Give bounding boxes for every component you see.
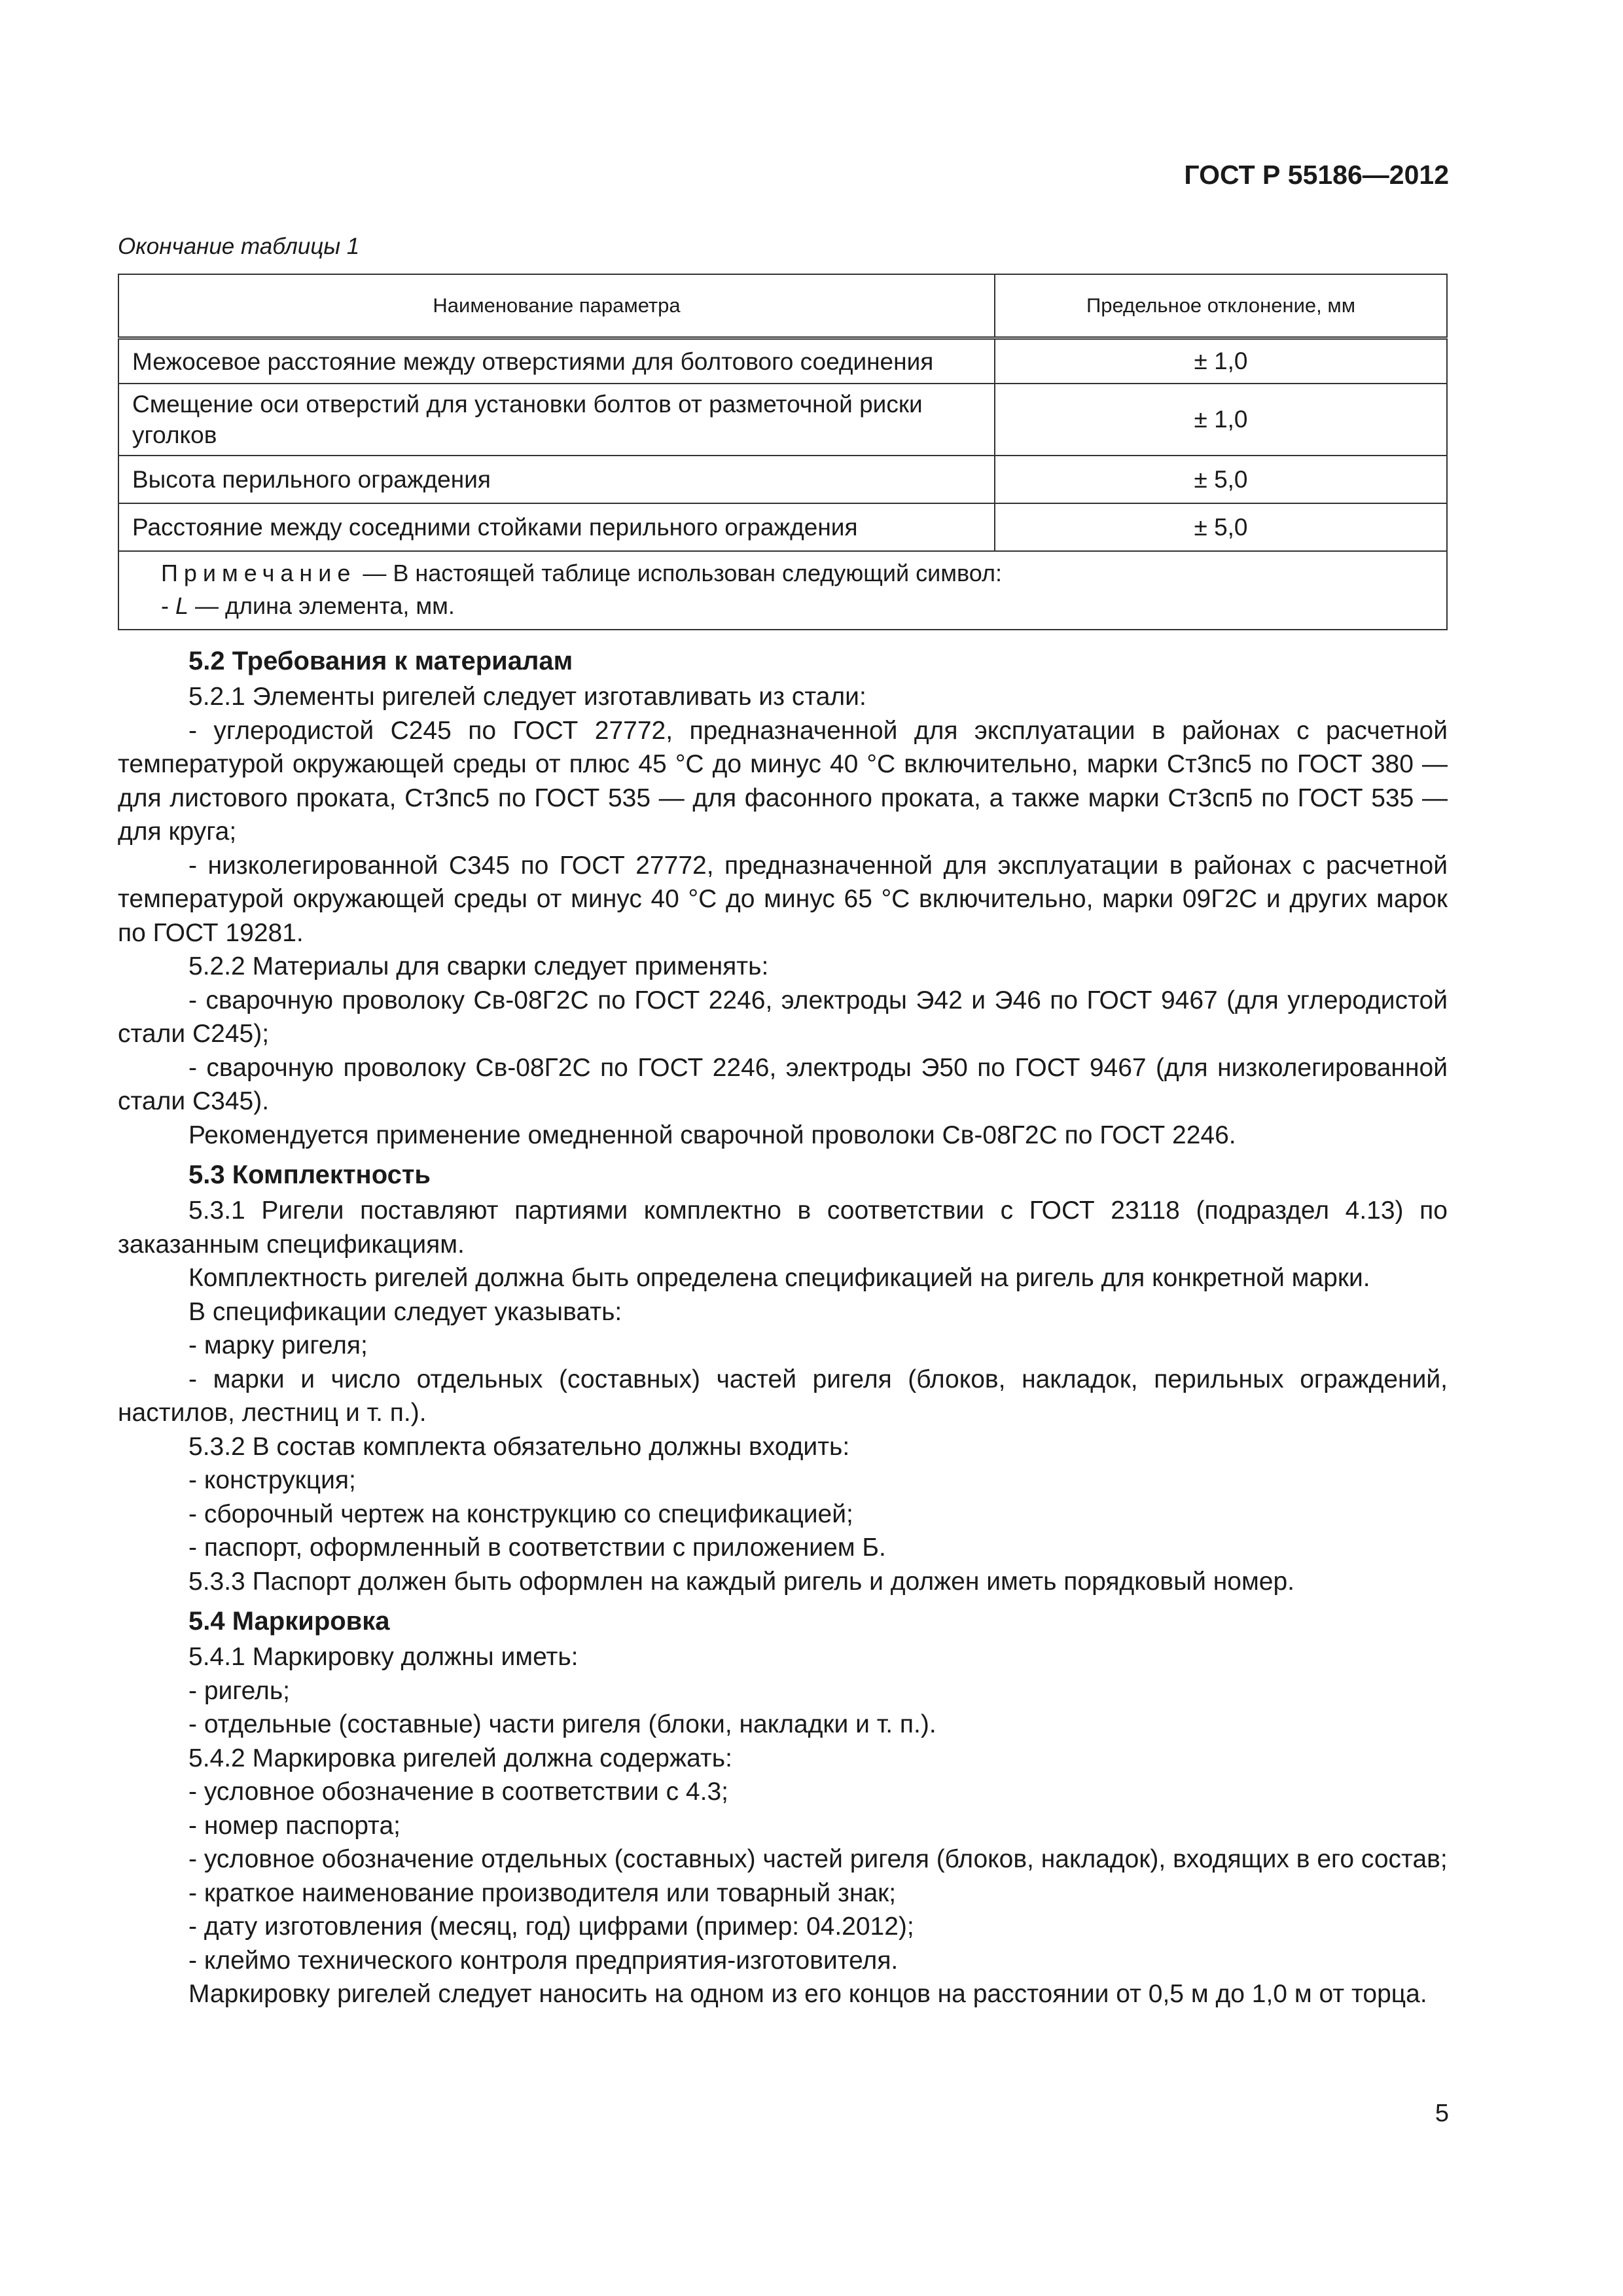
- table-row: [118, 456, 1447, 503]
- paragraph: 5.3.1 Ригели поставляют партиями комплектно в соответствии с ГОСТ 23118 (подраздел 4.13) по заказанным спецификациям.: [118, 1196, 1448, 1259]
- list-item: - паспорт, оформленный в соответствии с приложением Б.: [188, 1534, 886, 1562]
- section-heading: 5.2 Требования к материалам: [188, 647, 573, 675]
- list-item: - конструкция;: [188, 1466, 356, 1494]
- note-text: — В настоящей таблице использован следующий символ:: [356, 560, 1002, 586]
- list-item: - отдельные (составные) части ригеля (блоки, накладки и т. п.).: [188, 1710, 936, 1738]
- list-item: - сварочную проволоку Св-08Г2С по ГОСТ 2246, электроды Э42 и Э46 по ГОСТ 9467 (для углеродистой стали С245);: [118, 986, 1448, 1048]
- paragraph: 5.4.2 Маркировка ригелей должна содержать:: [188, 1744, 732, 1772]
- paragraph: 5.3.2 В состав комплекта обязательно должны входить:: [188, 1432, 850, 1461]
- paragraph: 5.2.1 Элементы ригелей следует изготавливать из стали:: [188, 683, 866, 711]
- column-header-parameter: Наименование параметра: [118, 274, 995, 338]
- parameter-cell: Расстояние между соседними стойками перильного ограждения: [118, 503, 995, 551]
- tolerance-table: [118, 274, 1448, 630]
- page-number: 5: [1435, 2100, 1449, 2127]
- paragraph: 5.2.2 Материалы для сварки следует применять:: [188, 952, 769, 980]
- list-item: - низколегированной С345 по ГОСТ 27772, предназначенной для эксплуатации в районах с расчетной температурой окружающей среды от минус 40 °С до минус 65 °С включительно, марки 09Г2С и других марок по ГОСТ 19281.: [118, 851, 1448, 947]
- document-code: ГОСТ Р 55186—2012: [1184, 160, 1449, 190]
- note-label: Примечание: [161, 560, 357, 586]
- table-note-row: [118, 551, 1447, 630]
- list-item: - ригель;: [188, 1676, 290, 1705]
- paragraph: 5.3.3 Паспорт должен быть оформлен на каждый ригель и должен иметь порядковый номер.: [188, 1567, 1295, 1596]
- note-symbol-text: — длина элемента, мм.: [188, 592, 455, 619]
- note-dash: -: [161, 592, 175, 619]
- list-item: - марку ригеля;: [188, 1331, 368, 1359]
- tolerance-cell: ± 1,0: [995, 384, 1447, 456]
- tolerance-cell: ± 5,0: [995, 503, 1447, 551]
- section-heading: 5.3 Комплектность: [188, 1160, 431, 1189]
- table-row: [118, 503, 1447, 551]
- parameter-cell: Высота перильного ограждения: [118, 456, 995, 503]
- parameter-cell: Межосевое расстояние между отверстиями для болтового соединения: [118, 338, 995, 384]
- list-item: - дату изготовления (месяц, год) цифрами (пример: 04.2012);: [188, 1912, 914, 1941]
- list-item: - номер паспорта;: [188, 1811, 401, 1840]
- list-item: - углеродистой С245 по ГОСТ 27772, предназначенной для эксплуатации в районах с расчетной температурой окружающей среды от плюс 45 °С до минус 40 °С включительно, марки Ст3пс5 по ГОСТ 380 — для листового проката, Ст3пс5 по ГОСТ 535 — для фасонного проката, а также марки Ст3сп5 по ГОСТ 535 — для круга;: [118, 716, 1448, 846]
- table-header-row: [118, 274, 1447, 338]
- table-caption: Окончание таблицы 1: [118, 234, 360, 259]
- list-item: - марки и число отдельных (составных) частей ригеля (блоков, накладок, перильных ограждений, настилов, лестниц и т. п.).: [118, 1365, 1448, 1427]
- list-item: - условное обозначение отдельных (составных) частей ригеля (блоков, накладок), входящих в его состав;: [188, 1845, 1448, 1873]
- tolerance-cell: ± 5,0: [995, 456, 1447, 503]
- list-item: - сварочную проволоку Св-08Г2С по ГОСТ 2246, электроды Э50 по ГОСТ 9467 (для низколегированной стали С345).: [118, 1053, 1448, 1115]
- section-heading: 5.4 Маркировка: [188, 1607, 390, 1636]
- parameter-cell: Смещение оси отверстий для установки болтов от разметочной риски уголков: [118, 384, 995, 456]
- table-row: [118, 384, 1447, 456]
- list-item: - клеймо технического контроля предприятия-изготовителя.: [188, 1946, 899, 1975]
- paragraph: 5.4.1 Маркировку должны иметь:: [188, 1643, 579, 1671]
- tolerance-cell: ± 1,0: [995, 338, 1447, 384]
- list-item: - сборочный чертеж на конструкцию со спецификацией;: [188, 1499, 853, 1528]
- table-note: [118, 551, 1447, 630]
- paragraph: В спецификации следует указывать:: [188, 1297, 622, 1326]
- list-item: - условное обозначение в соответствии с 4.3;: [188, 1778, 728, 1806]
- paragraph: Комплектность ригелей должна быть определена спецификацией на ригель для конкретной марки.: [188, 1264, 1370, 1292]
- document-body: [118, 638, 1448, 2011]
- column-header-tolerance: Предельное отклонение, мм: [995, 274, 1447, 338]
- table-row: [118, 338, 1447, 384]
- list-item: - краткое наименование производителя или товарный знак;: [188, 1878, 897, 1907]
- paragraph: Рекомендуется применение омедненной сварочной проволоки Св-08Г2С по ГОСТ 2246.: [188, 1121, 1236, 1149]
- note-symbol: L: [175, 592, 189, 619]
- paragraph: Маркировку ригелей следует наносить на одном из его концов на расстоянии от 0,5 м до 1,0 м от торца.: [188, 1980, 1427, 2008]
